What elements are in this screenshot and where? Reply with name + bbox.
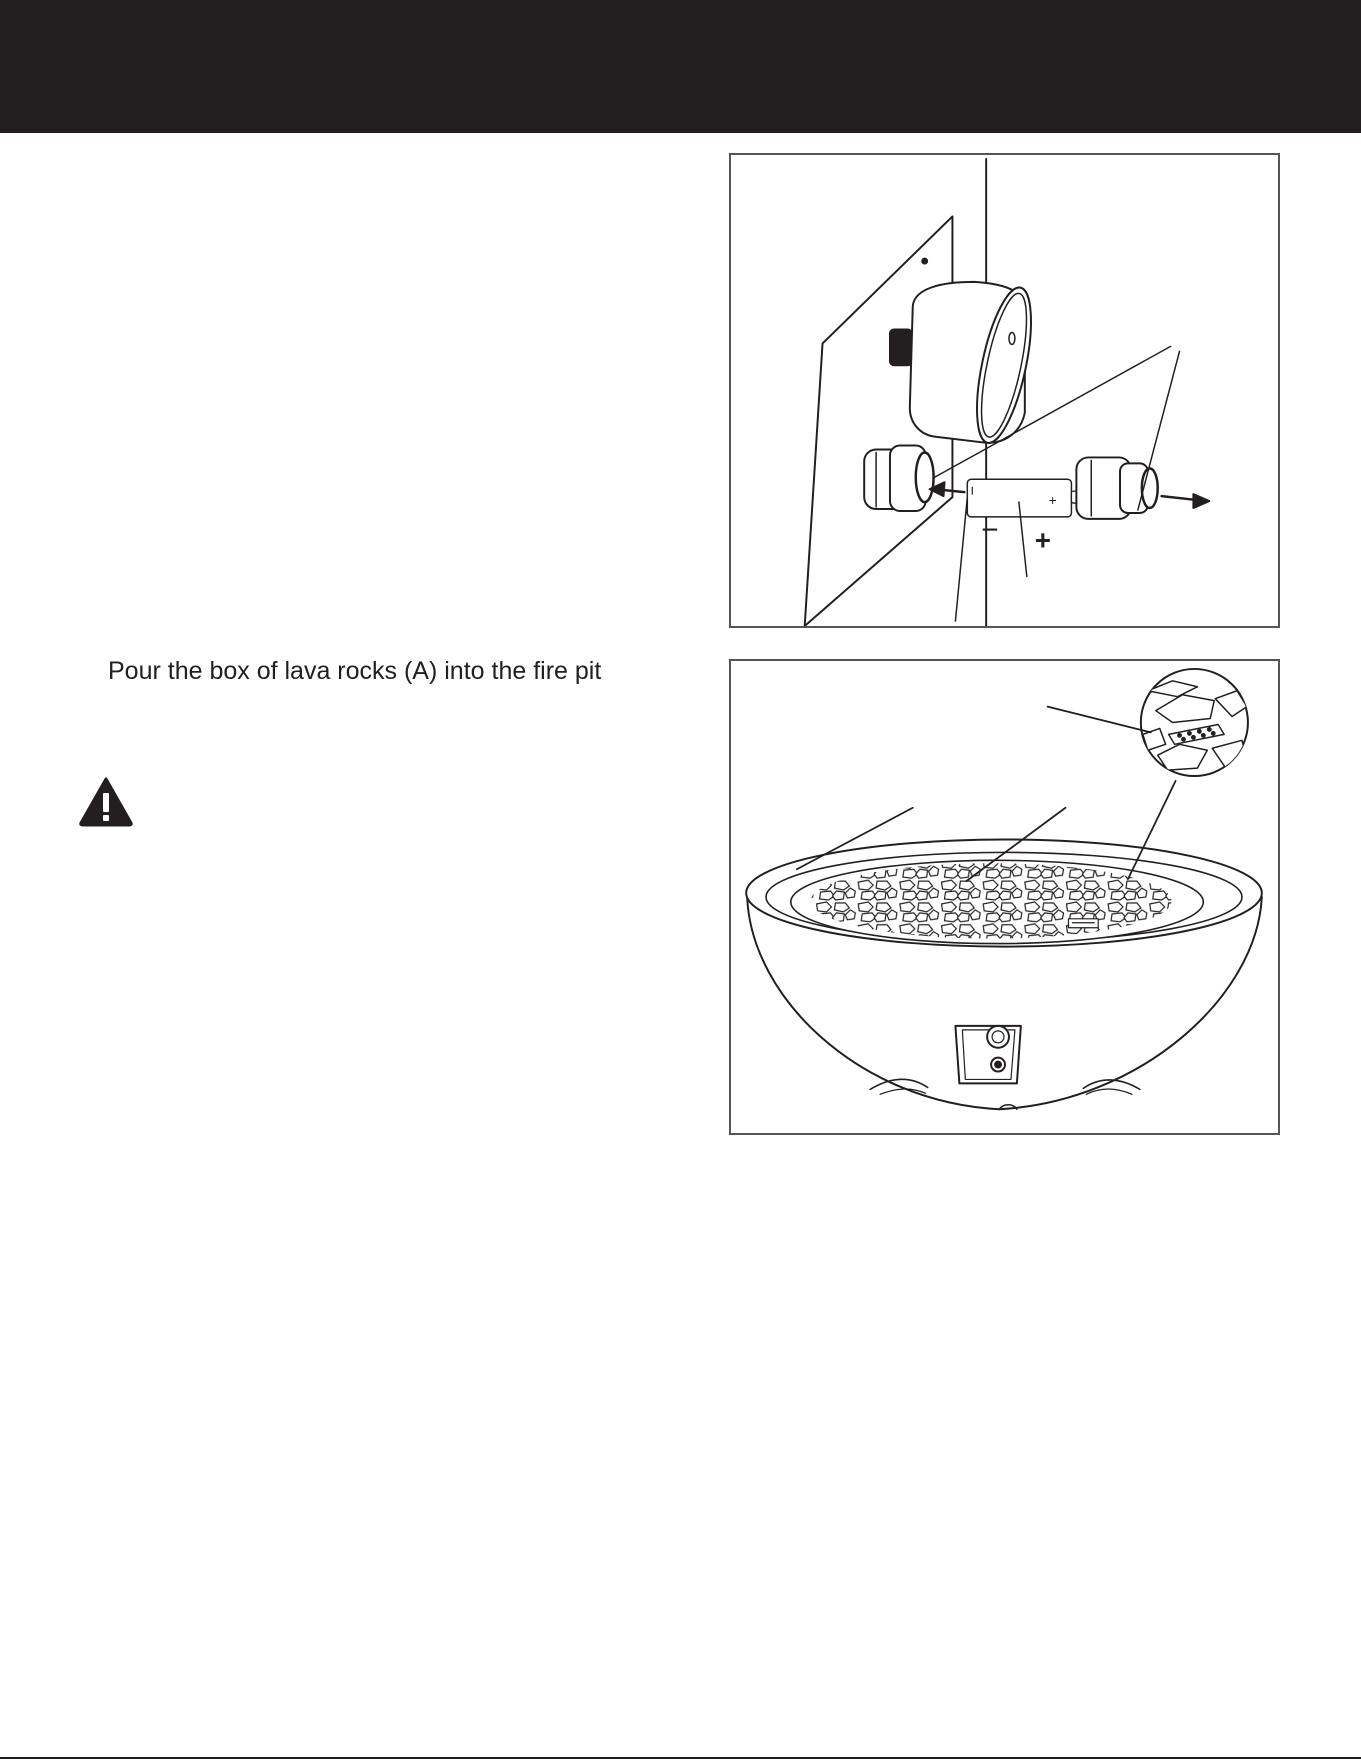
warning-triangle-icon — [78, 776, 134, 828]
ignition-button — [890, 330, 912, 366]
negative-polarity-label: − — [981, 513, 999, 547]
footer-rule — [0, 1757, 1361, 1759]
battery-installation-illustration — [731, 155, 1278, 626]
battery-installation-figure — [729, 153, 1280, 628]
header-bar — [0, 0, 1361, 133]
step-instruction-text: Pour the box of lava rocks (A) into the fire pit — [108, 657, 602, 685]
positive-polarity-label: + — [1034, 524, 1051, 556]
lava-rocks-fire-pit-figure — [729, 659, 1280, 1135]
battery-positive-mark: + — [1048, 492, 1057, 509]
fire-pit-illustration — [731, 661, 1278, 1133]
lava-rocks — [811, 863, 1172, 938]
